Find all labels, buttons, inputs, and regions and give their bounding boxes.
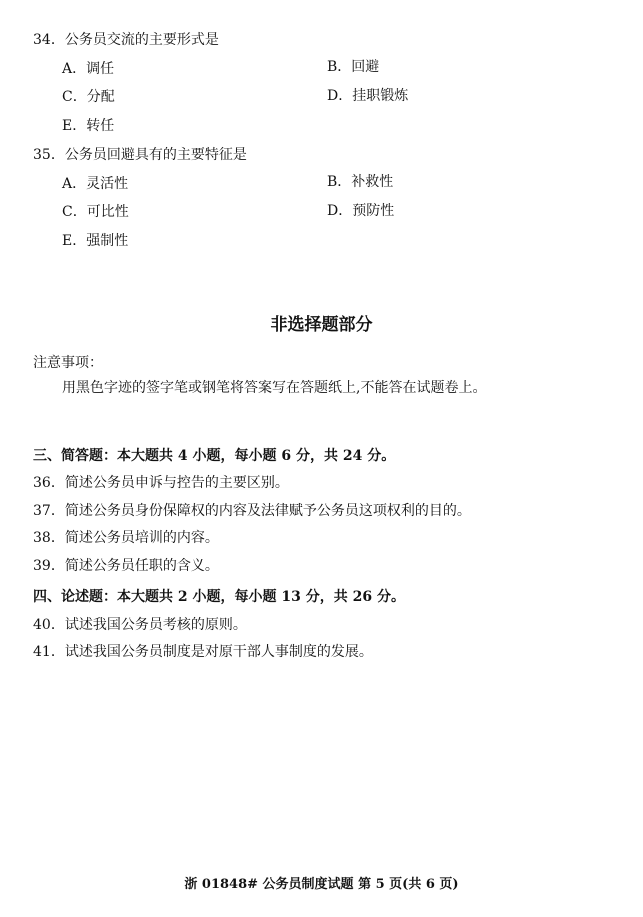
part4-heading: 四、论述题：本大题共 2 小题，每小题 13 分，共 26 分。 (33, 589, 405, 605)
question-34-option-b: B．回避 (327, 59, 380, 75)
question-37: 37．简述公务员身份保障权的内容及法律赋予公务员这项权利的目的。 (33, 503, 471, 519)
part3-heading: 三、简答题：本大题共 4 小题，每小题 6 分，共 24 分。 (33, 448, 396, 464)
section-title: 非选择题部分 (270, 315, 373, 335)
question-36: 36．简述公务员申诉与控告的主要区别。 (33, 475, 289, 491)
question-34-option-e: E．转任 (62, 118, 115, 134)
question-34-option-c: C．分配 (62, 89, 115, 105)
question-41: 41．试述我国公务员制度是对原干部人事制度的发展。 (33, 644, 373, 660)
page-footer: 浙 01848# 公务员制度试题 第 5 页(共 6 页) (184, 877, 459, 892)
question-35-stem: 35．公务员回避具有的主要特征是 (33, 147, 247, 163)
notice-heading: 注意事项： (33, 355, 103, 371)
question-35-option-b: B．补救性 (327, 174, 394, 190)
question-35-option-a: A．灵活性 (62, 176, 129, 192)
question-34-stem: 34．公务员交流的主要形式是 (33, 32, 219, 48)
question-38: 38．简述公务员培训的内容。 (33, 530, 219, 546)
question-40: 40．试述我国公务员考核的原则。 (33, 617, 247, 633)
question-34-option-a: A．调任 (62, 61, 115, 77)
question-39: 39．简述公务员任职的含义。 (33, 558, 219, 574)
question-34-option-d: D．挂职锻炼 (327, 88, 409, 104)
question-35-option-d: D．预防性 (327, 203, 395, 219)
question-35-option-e: E．强制性 (62, 233, 129, 249)
question-35-option-c: C．可比性 (62, 204, 129, 220)
notice-text: 用黑色字迹的签字笔或钢笔将答案写在答题纸上,不能答在试题卷上。 (62, 380, 487, 396)
